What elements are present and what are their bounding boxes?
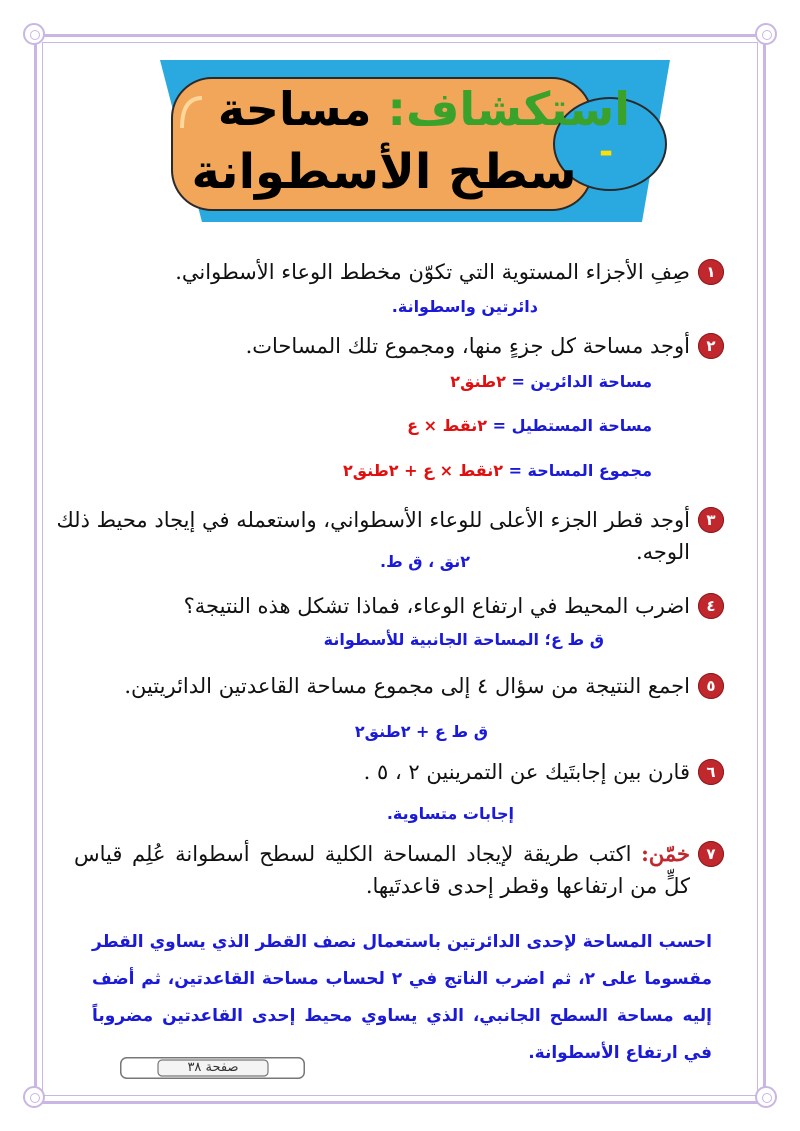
question-text-5: اجمع النتيجة من سؤال ٤ إلى مجموع مساحة القاعدتين الدائريتين. <box>124 674 690 698</box>
question-number-3: ٣ <box>698 507 724 533</box>
title-word-area: مساحة <box>217 82 372 136</box>
question-7-lead: خمّن: <box>641 841 690 866</box>
answer-6: إجابات متساوية. <box>386 804 514 823</box>
title-accent-word: استكشاف: <box>387 82 630 136</box>
answer-2-rectangle <box>407 416 652 435</box>
answer-2-total-label: مجموع المساحة = <box>508 461 652 480</box>
question-number-4: ٤ <box>698 593 724 619</box>
question-6 <box>364 756 724 788</box>
question-5 <box>124 670 724 702</box>
question-text-6: قارن بين إجابتَيك عن التمرينين ٢ ، ٥ . <box>363 760 690 784</box>
question-2 <box>246 330 724 362</box>
corner-ornament-bottom-right <box>755 1086 777 1108</box>
answer-1: دائرتين واسطوانة. <box>391 297 538 316</box>
question-text-7 <box>74 838 690 902</box>
question-number-6: ٦ <box>698 759 724 785</box>
page-number-label: صفحة ٣٨ <box>187 1060 239 1075</box>
answer-2-rectangle-value: ٢نقط × ع <box>407 416 488 435</box>
question-text-2: أوجد مساحة كل جزءٍ منها، ومجموع تلك المساحات. <box>245 334 690 358</box>
question-number-7: ٧ <box>698 841 724 867</box>
answer-2-circles-value: ٢طنق٢ <box>450 372 506 391</box>
corner-ornament-top-right <box>755 23 777 45</box>
question-4 <box>184 590 724 622</box>
answer-7: احسب المساحة لإحدى الدائرتين باستعمال نصف القطر الذي يساوي القطر مقسوما على ٢، ثم اضرب الناتج في ٢ لحساب مساحة القاعدتين، ثم أضف إليه مساحة السطح الجانبي، الذي يساوي محيط إحدى القاعدتين مضروباً في ارتفاع الأسطوانة. <box>92 932 712 1063</box>
title-badge: - <box>598 132 614 172</box>
question-text-4: اضرب المحيط في ارتفاع الوعاء، فماذا تشكل هذه النتيجة؟ <box>183 594 690 618</box>
corner-ornament-top-left <box>23 23 45 45</box>
answer-2-total-value: ٢نقط × ع + ٢طنق٢ <box>342 461 503 480</box>
question-number-2: ٢ <box>698 333 724 359</box>
answer-5: ق ط ع + ٢طنق٢ <box>354 722 488 741</box>
page-title-line1 <box>170 82 630 136</box>
answer-2-circles-label: مساحة الدائرين = <box>511 372 652 391</box>
answer-4: ق ط ع؛ المساحة الجانبية للأسطوانة <box>323 630 604 649</box>
question-7 <box>74 838 724 902</box>
question-text-1: صِفِ الأجزاء المستوية التي تكوّن مخطط الوعاء الأسطواني. <box>175 260 690 284</box>
answer-2-total <box>343 461 652 480</box>
title-banner <box>142 58 670 224</box>
question-number-5: ٥ <box>698 673 724 699</box>
corner-ornament-bottom-left <box>23 1086 45 1108</box>
question-7-body: اكتب طريقة لإيجاد المساحة الكلية لسطح أسطوانة عُلِم قياس كلٍّ من ارتفاعها وقطر إحدى قاعدتَيها. <box>74 842 690 898</box>
question-text-3: أوجد قطر الجزء الأعلى للوعاء الأسطواني، واستعمله في إيجاد محيط ذلك الوجه. <box>56 508 690 564</box>
question-1 <box>175 256 724 288</box>
question-number-1: ١ <box>698 259 724 285</box>
answer-2-rectangle-label: مساحة المستطيل = <box>492 416 652 435</box>
page-title-line2: سطح الأسطوانة <box>191 144 577 200</box>
answer-2-circles <box>450 372 652 391</box>
answer-3: ٢نق ، ق ط. <box>380 552 470 571</box>
question-3 <box>0 504 724 568</box>
